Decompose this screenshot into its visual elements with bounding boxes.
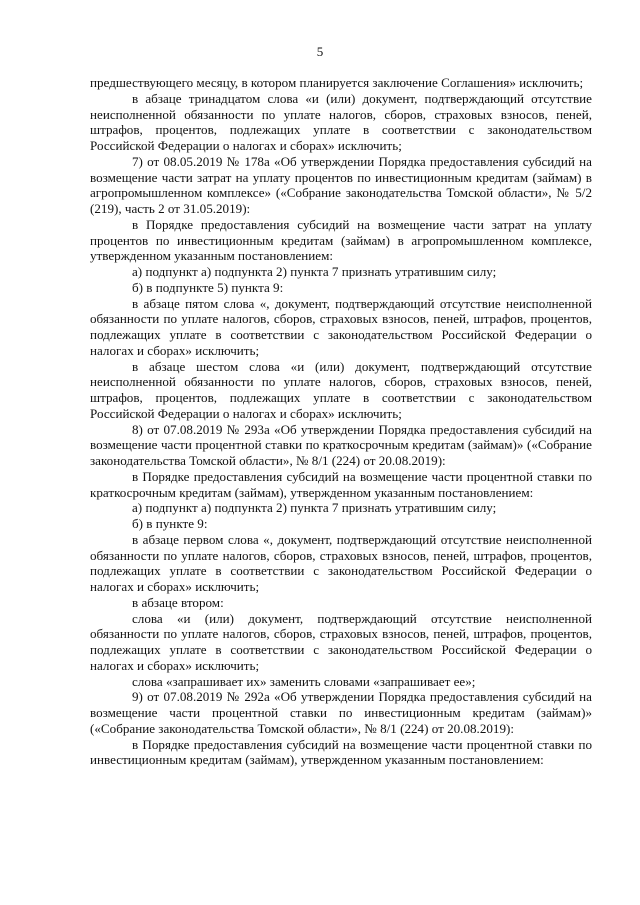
paragraph: б) в пункте 9: (132, 516, 208, 531)
paragraph: в Порядке предоставления субсидий на возмещение части затрат на уплату процентов по инвестиционным кредитам (займам) в агропромышленном комплексе, утвержденном указанным постановлением: (90, 216, 592, 264)
paragraph: 9) от 07.08.2019 № 292а «Об утверждении Порядка предоставления субсидий на возмещение части процентной ставки по инвестиционным кредитам (займам)» («Собрание законодательства Томской области», № 8/1 (224) от 20.08.2019): (90, 689, 592, 736)
paragraph: а) подпункт а) подпункта 2) пункта 7 признать утратившим силу; (132, 264, 497, 279)
page-number: 5 (316, 44, 324, 59)
paragraph: а) подпункт а) подпункта 2) пункта 7 признать утратившим силу; (132, 500, 497, 516)
paragraph: в абзаце шестом слова «и (или) документ, подтверждающий отсутствие неисполненной обязанности по уплате налогов, сборов, страховых взносов, пеней, штрафов, процентов, подлежащих уплате в соответствии с законодательством Российской Федерации о налогах и сборах» исключить; (90, 358, 592, 421)
paragraph: слова «запрашивает их» заменить словами «запрашивает ее»; (132, 673, 476, 689)
paragraph: 8) от 07.08.2019 № 293а «Об утверждении Порядка предоставления субсидий на возмещение части процентной ставки по краткосрочным кредитам (займам)» («Собрание законодательства Томской области», № 8/1 (224) от 20.08.2019): (90, 421, 592, 468)
paragraph: 7) от 08.05.2019 № 178а «Об утверждении Порядка предоставления субсидий на возмещение части затрат на уплату процентов по инвестиционным кредитам (займам) в агропромышленном комплексе» («Собрание законодательства Томской области», № 5/2 (219), часть 2 от 31.05.2019): (90, 153, 592, 216)
paragraph: слова «и (или) документ, подтверждающий отсутствие неисполненной обязанности по уплате налогов, сборов, страховых взносов, пеней, штрафов, процентов, подлежащих уплате в соответствии с законодательством Российской Федерации о налогах и сборах» исключить; (90, 610, 592, 673)
paragraph: б) в подпункте 5) пункта 9: (132, 279, 284, 295)
paragraph: в Порядке предоставления субсидий на возмещение части процентной ставки по краткосрочным кредитам (займам), утвержденном указанным постановлением: (90, 468, 592, 500)
paragraph: в Порядке предоставления субсидий на возмещение части процентной ставки по инвестиционным кредитам (займам), утвержденном указанным постановлением: (90, 736, 592, 768)
paragraph: в абзаце первом слова «, документ, подтверждающий отсутствие неисполненной обязанности по уплате налогов, сборов, страховых взносов, пеней, штрафов, процентов, подлежащих уплате в соответствии с законодательством Российской Федерации о налогах и сборах» исключить; (90, 531, 592, 594)
paragraph: в абзаце пятом слова «, документ, подтверждающий отсутствие неисполненной обязанности по уплате налогов, сборов, страховых взносов, пеней, штрафов, процентов, подлежащих уплате в соответствии с законодательством Российской Федерации о налогах и сборах» исключить; (90, 295, 592, 358)
paragraph: в абзаце втором: (132, 594, 224, 610)
document-body (90, 75, 592, 768)
paragraph: предшествующего месяцу, в котором планируется заключение Соглашения» исключить; (90, 75, 584, 90)
paragraph: в абзаце тринадцатом слова «и (или) документ, подтверждающий отсутствие неисполненной обязанности по уплате налогов, сборов, страховых взносов, пеней, штрафов, процентов, подлежащих уплате в соответствии с законодательством Российской Федерации о налогах и сборах» исключить; (90, 90, 592, 153)
